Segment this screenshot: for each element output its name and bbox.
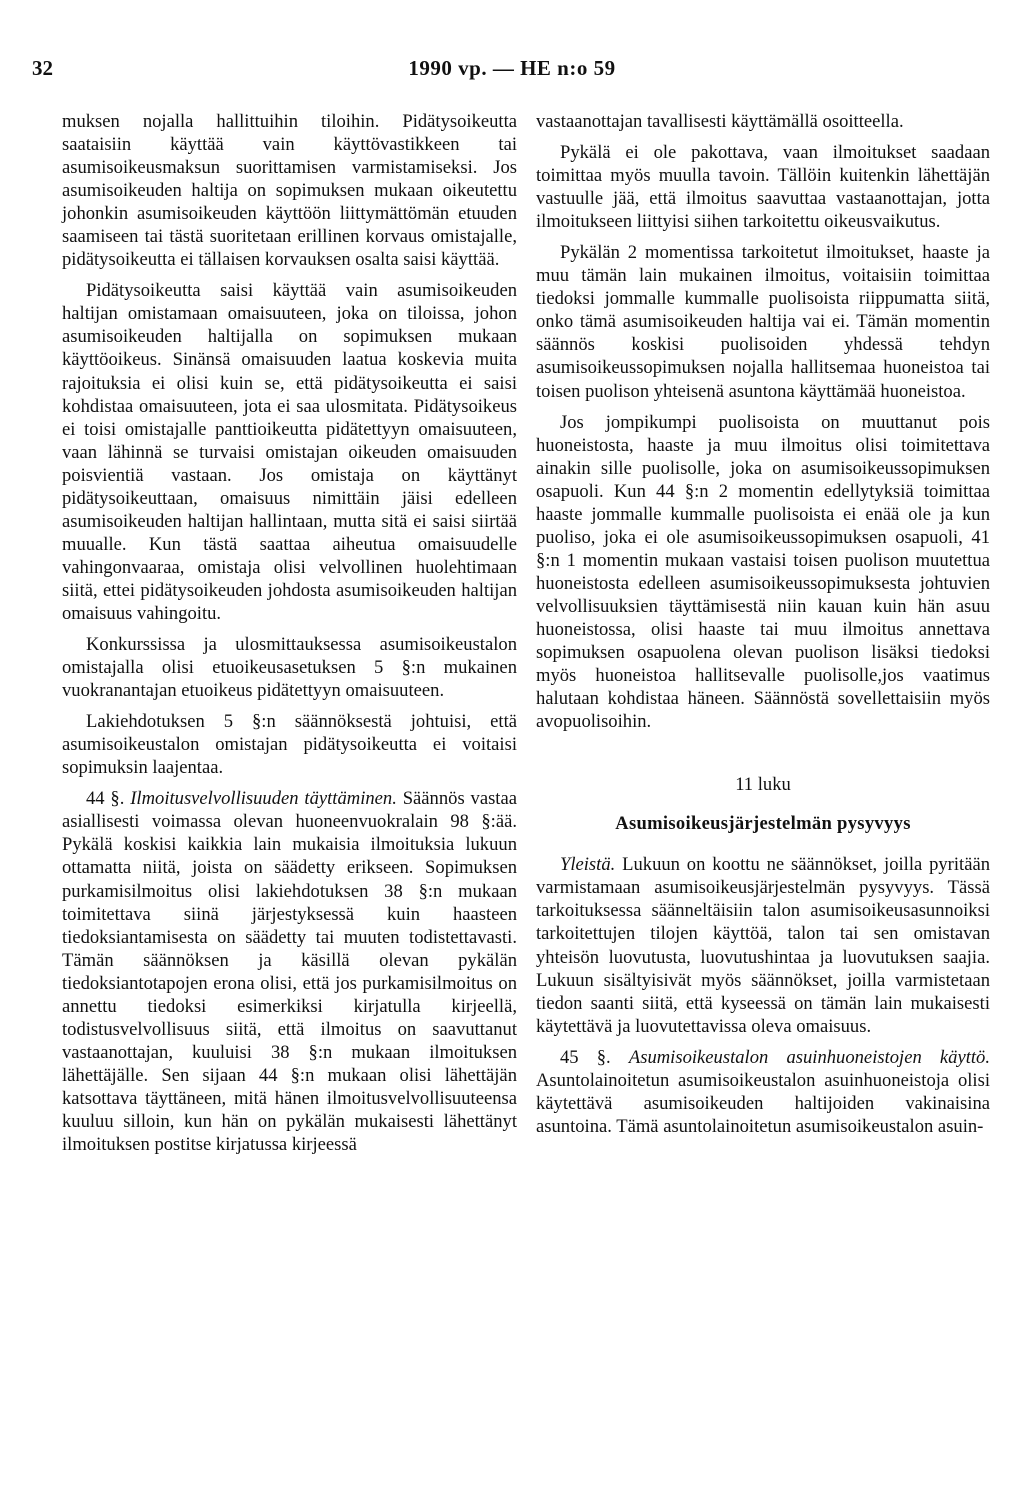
section-body: Asuntolainoitetun asumisoikeustalon asuinhuoneistoja olisi käytettävä asumisoikeuden haltijoiden vakinaisina asuntoina. Tämä asuntolainoitetun asumisoikeustalon asuin- [536,1069,990,1137]
left-column [62,110,517,1164]
general-paragraph [536,853,990,1037]
paragraph: Jos jompikumpi puolisoista on muuttanut pois huoneistosta, haaste ja muu ilmoitus olisi toimitettava ainakin sille puolisolle, joka on asumisoikeussopimuksen osapuoli. Kun 44 §:n 2 momentin edellytyksiä toimittaa haaste jommalle kummalle puolisoista ei enää ole ja kun puoliso, joka ei ole asumisoikeussopimuksen osapuoli, 41 §:n 1 momentin mukaan vastaisi toisen puolison muutettua huoneistosta edelleen asumisoikeussopimuksesta johtuvien velvollisuuksien täyttämisestä niin kauan kuin hän asuu huoneistossa, olisi haaste tai muu ilmoitus annettava sopimuksen osapuolena olevan puolison lisäksi tiedoksi myös huoneistoa hallitsevalle puolisolle,jos vaatimus halutaan kohdistaa häneen. Säännöstä sovellettaisiin myös avopuolisoihin. [536,411,990,733]
subsection-heading: Yleistä. [560,854,616,876]
right-column [536,110,990,1146]
section-heading: Ilmoitusvelvollisuuden täyttäminen. [130,788,397,810]
chapter-number: 11 luku [735,774,791,796]
paragraph: Konkurssissa ja ulosmittauksessa asumisoikeustalon omistajalla olisi etuoikeusasetuksen 5 §:n mukainen vuokranantajan etuoikeus pidätettyyn omaisuuteen. [62,634,517,702]
paragraph: muksen nojalla hallittuihin tiloihin. Pidätysoikeutta saataisiin käyttää vain käyttövastikkeen tai asumisoikeusmaksun suorittamisen varmistamiseksi. Jos asumisoikeuden haltija on sopimuksen mukaan oikeutettu johonkin asumisoikeuden käyttöön liittymättömän etuuden saamiseen tai tästä suoritetaan erillinen korvaus omistajalle, pidätysoikeutta ei tällaisen korvauksen osalta saisi käyttää. [62,111,517,271]
paragraph: Lakiehdotuksen 5 §:n säännöksestä johtuisi, että asumisoikeustalon omistajan pidätysoikeutta ei voitaisi sopimuksin laajentaa. [62,711,517,779]
page-number: 32 [32,56,53,80]
chapter-title: Asumisoikeusjärjestelmän pysyvyys [615,813,911,835]
section-heading: Asumisoikeustalon asuinhuoneistojen käyttö. [628,1046,991,1068]
chapter-heading [536,773,990,835]
section-number: 44 §. [86,788,125,810]
paragraph: Pidätysoikeutta saisi käyttää vain asumisoikeuden haltijan omistamaan omaisuuteen, joka on tiloissa, johon asumisoikeuden haltijalla on sopimuksen mukaan käyttöoikeus. Sinänsä omaisuuden laatua koskevia muita rajoituksia ei olisi kuin se, että pidätysoikeutta ei saisi kohdistaa omaisuuteen, jota ei saa ulosmitata. Pidätysoikeus ei toisi omistajalle panttioikeutta pidätettyyn omaisuuteen, vaan lähinnä se turvaisi omistajan oikeuden omaisuuden poisvientiä vastaan. Jos omistaja on käyttänyt pidätysoikeuttaan, omaisuus nimittäin jäisi edelleen asumisoikeuden haltijan hallintaan, mutta sitä ei saisi siirtää muualle. Kun tästä saattaa aiheutua omaisuudelle vahingonvaaraa, omistaja olisi velvollinen huolehtimaan siitä, ettei pidätysoikeuden johdosta asumisoikeuden haltijan omaisuus vahingoitu. [62,280,517,624]
paragraph: Pykälä ei ole pakottava, vaan ilmoitukset saadaan toimittaa myös muulla tavoin. Tällöin kuitenkin lähettäjän vastuulle jää, että ilmoitus saavuttaa vastaanottajan, jotta ilmoitukseen liittyisi siihen tarkoitettu oikeusvaikutus. [536,142,990,233]
paragraph: vastaanottajan tavallisesti käyttämällä osoitteella. [536,111,904,132]
running-title: 1990 vp. — HE n:o 59 [408,56,616,80]
section-body: Säännös vastaa asiallisesti voimassa olevan huoneenvuokralain 98 §:ää. Pykälä koskisi kaikkia lain mukaisia ilmoituksia lukuun ottamatta niitä, joista on säädetty erikseen. Sopimuksen purkamisilmoitus olisi lakiehdotuksen 38 §:n mukaan toimitettava siinä järjestyksessä kuin haasteen tiedoksiantamisesta on säädetty tai muuten todistettavasti. Tämän säännöksen ja käsillä olevan pykälän tiedoksiantotapojen erona olisi, että jos purkamisilmoitus on annettu tiedoksi esimerkiksi kirjatulla kirjeellä, todistusvelvollisuus siitä, että ilmoitus on saavuttanut vastaanottajan, kuuluisi 38 §:n mukaan ilmoituksen lähettäjälle. Sen sijaan 44 §:n mukaan olisi lähettäjän katsottava täyttäneen, mitä hänen ilmoitusvelvollisuuteensa kuuluu silloin, kun hän on pykälän mukaisesti lähettänyt ilmoituksen postitse kirjatussa kirjeessä [62,788,517,1156]
section-45-paragraph [536,1046,990,1138]
paragraph: Pykälän 2 momentissa tarkoitetut ilmoitukset, haaste ja muu tämän lain mukainen ilmoitus, voitaisiin toimittaa tiedoksi jommalle kummalle puolisoista riippumatta siitä, onko tämä asumisoikeuden haltija vai ei. Tämän momentin säännös koskisi puolisoiden yhdessä tehdyn asumisoikeussopimuksen nojalla hallitsemaa huoneistoa tai toisen puolison yhteisenä asuntona käyttämää huoneistoa. [536,242,990,402]
section-number: 45 §. [560,1046,611,1068]
subsection-body: Lukuun on koottu ne säännökset, joilla pyritään varmistamaan asumisoikeusjärjestelmän pysyvyys. Tässä tarkoituksessa säänneltäisiin talon asumisoikeusasunnoiksi tarkoitettujen tilojen käyttöä, talon tai sen omistavan yhteisön luovutusta, luovutushintaa ja luovutuksen saajia. Lukuun sisältyisivät myös säännökset, joilla varmistetaan tiedon saanti siitä, että kyseessä on tämän lain mukaisesti käytettävä ja luovutettavissa oleva omaisuus. [536,854,990,1037]
section-44-paragraph [62,787,517,1156]
